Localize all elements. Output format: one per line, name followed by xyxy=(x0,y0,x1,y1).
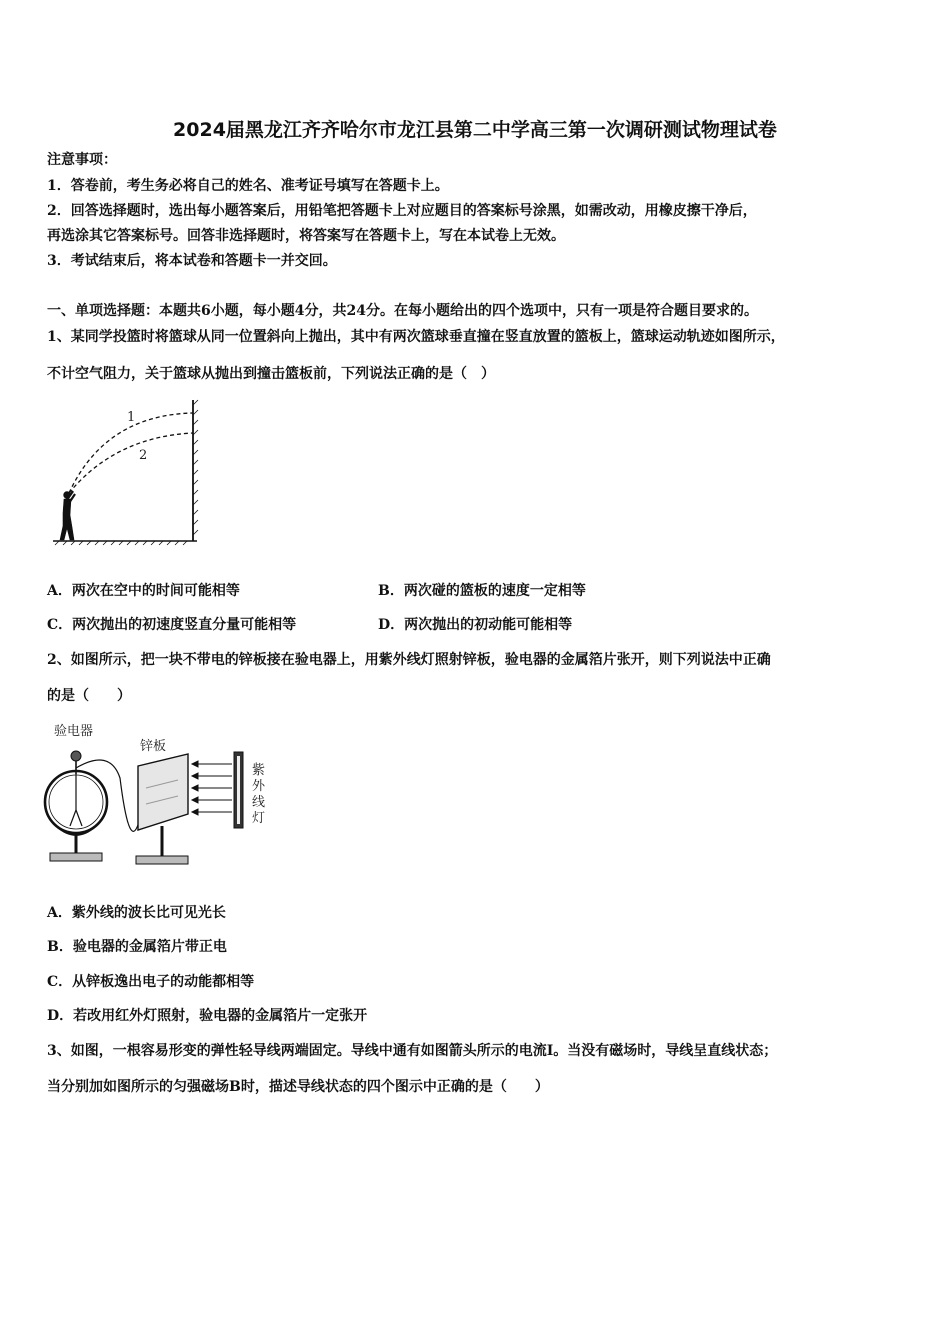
trajectory-2-label: 2 xyxy=(139,448,148,463)
notice-item-2: 2．回答选择题时，选出每小题答案后，用铅笔把答题卡上对应题目的答案标号涂黑，如需改动，用橡皮擦干净后， xyxy=(47,203,757,219)
trajectory-1 xyxy=(69,413,193,493)
q1-stem-line2: 不计空气阻力，关于篮球从抛出到撞击篮板前，下列说法正确的是（ ） xyxy=(47,366,495,382)
q1-option-c: C．两次抛出的初速度竖直分量可能相等 xyxy=(47,617,297,633)
q1-figure xyxy=(45,395,215,550)
q2-figure xyxy=(40,718,280,878)
q3-stem-line2: 当分别加如图所示的匀强磁场B时，描述导线状态的四个图示中正确的是（ ） xyxy=(47,1079,549,1095)
notice-item-2-cont: 再选涂其它答案标号。回答非选择题时，将答案写在答题卡上，写在本试卷上无效。 xyxy=(47,228,565,244)
uv-lamp-label-4: 灯 xyxy=(252,811,266,826)
notice-item-1: 1．答卷前，考生务必将自己的姓名、准考证号填写在答题卡上。 xyxy=(47,178,449,194)
connecting-wire xyxy=(76,760,148,831)
zinc-plate-label: 锌板 xyxy=(140,739,167,754)
q2-stem-line2: 的是（ ） xyxy=(47,688,131,704)
trajectory-1-label: 1 xyxy=(127,410,136,425)
uv-lamp-label-3: 线 xyxy=(252,795,266,810)
q1-option-b: B．两次碰的篮板的速度一定相等 xyxy=(378,583,586,599)
page-title: 2024届黑龙江齐齐哈尔市龙江县第二中学高三第一次调研测试物理试卷 xyxy=(173,119,777,141)
uv-lamp-label-1: 紫 xyxy=(252,763,266,778)
electroscope-label: 验电器 xyxy=(54,724,94,739)
q2-stem-line1: 2、如图所示，把一块不带电的锌板接在验电器上，用紫外线灯照射锌板，验电器的金属箔片张开，则下列说法中正确 xyxy=(47,652,771,668)
q2-option-c: C．从锌板逸出电子的动能都相等 xyxy=(47,974,255,990)
q1-option-d: D．两次抛出的初动能可能相等 xyxy=(378,617,573,633)
q1-option-a: A．两次在空中的时间可能相等 xyxy=(47,583,240,599)
notice-heading: 注意事项： xyxy=(47,152,117,168)
uv-lamp-label-2: 外 xyxy=(252,779,266,794)
q2-option-d: D．若改用红外灯照射，验电器的金属箔片一定张开 xyxy=(47,1008,368,1024)
uv-lamp xyxy=(234,752,243,828)
player-figure xyxy=(60,491,75,540)
uv-rays xyxy=(192,761,232,815)
zinc-plate xyxy=(136,754,188,864)
q1-stem-line1: 1、某同学投篮时将篮球从同一位置斜向上抛出，其中有两次篮球垂直撞在竖直放置的篮板上，篮球运动轨迹如图所示， xyxy=(47,329,785,345)
section1-heading: 一、单项选择题：本题共6小题，每小题4分，共24分。在每小题给出的四个选项中，只有一项是符合题目要求的。 xyxy=(47,303,758,319)
q2-option-a: A．紫外线的波长比可见光长 xyxy=(47,905,226,921)
notice-item-3: 3．考试结束后，将本试卷和答题卡一并交回。 xyxy=(47,253,337,269)
q3-stem-line1: 3、如图，一根容易形变的弹性轻导线两端固定。导线中通有如图箭头所示的电流I。当没有磁场时，导线呈直线状态； xyxy=(47,1043,778,1059)
q2-option-b: B．验电器的金属箔片带正电 xyxy=(47,939,227,955)
